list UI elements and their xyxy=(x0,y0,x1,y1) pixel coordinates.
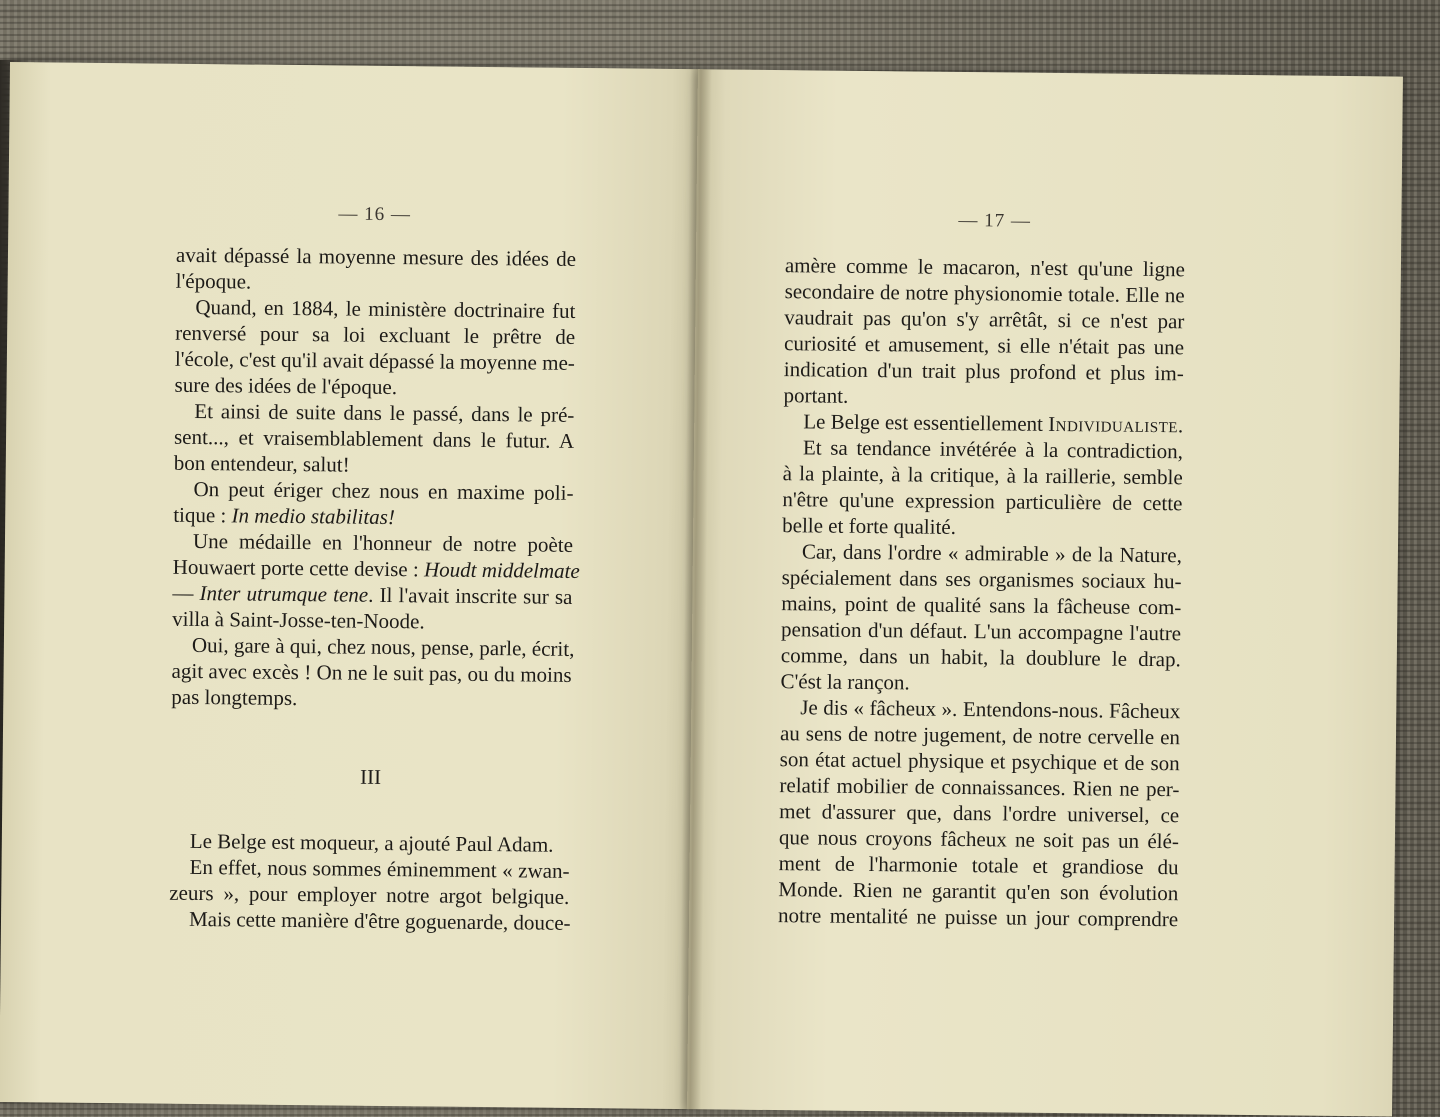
text-line: portant. xyxy=(783,383,849,408)
text-fragment: Le Belge est essentiellement xyxy=(803,409,1044,436)
text-line: curiosité et amusement, si elle n'était pas une xyxy=(783,331,1185,360)
flemish-motto: Houdt middelmate xyxy=(423,557,580,583)
text-line: Car, dans l'ordre « admirable » de la Nature, xyxy=(801,539,1183,568)
text-line: Oui, gare à qui, chez nous, pense, parle, écrit, xyxy=(191,632,575,661)
text-line: Mais cette manière d'être goguenarde, douce- xyxy=(188,906,571,935)
motto-dash: — xyxy=(172,580,194,605)
text-line: On peut ériger chez nous en maxime poli- xyxy=(193,476,574,505)
text-line: indication d'un trait plus profond et plus im- xyxy=(783,357,1184,386)
text-line: bon entendeur, salut! xyxy=(173,450,350,477)
text-line: notre mentalité ne puisse un jour comprendre xyxy=(777,903,1179,932)
text-line: amère comme le macaron, n'est qu'une ligne xyxy=(784,253,1186,282)
text-line: C'ést la rançon. xyxy=(780,669,910,695)
text-line: agit avec excès ! On ne le suit pas, ou du moins xyxy=(171,658,572,687)
text-line: à la plainte, à la critique, à la raillerie, semble xyxy=(782,461,1183,490)
latin-motto: Inter utrumque tene xyxy=(199,581,369,607)
text-line: zeurs », pour employer notre argot belgique. xyxy=(169,880,570,909)
text-line: avait dépassé la moyenne mesure des idées de xyxy=(175,242,577,271)
open-book xyxy=(0,62,1405,1095)
text-line: secondaire de notre physionomie totale. Elle ne xyxy=(784,279,1185,308)
right-page-text xyxy=(778,252,1185,932)
text-line: villa à Saint-Josse-ten-Noode. xyxy=(172,606,425,634)
text-line: au sens de notre jugement, de notre cervelle en xyxy=(779,721,1181,750)
text-fragment: Houwaert porte cette devise : xyxy=(172,554,419,582)
text-line: Quand, en 1884, le ministère doctrinaire fut xyxy=(195,294,576,323)
section-heading: III xyxy=(359,764,382,789)
text-line: pas longtemps. xyxy=(171,684,298,711)
text-line: sure des idées de l'époque. xyxy=(174,372,398,400)
text-line: Le Belge est moqueur, a ajouté Paul Adam. xyxy=(189,828,554,857)
text-line: Et ainsi de suite dans le passé, dans le pré- xyxy=(194,398,575,427)
text-line: mains, point de qualité sans la fâcheuse com- xyxy=(781,591,1182,620)
right-page-number: — 17 — xyxy=(958,209,1031,232)
text-line: renversé pour sa loi excluant le prêtre de xyxy=(175,320,576,349)
text-fragment: tique : xyxy=(173,502,227,528)
text-fragment: . Il l'avait inscrite sur sa xyxy=(368,582,573,609)
left-page-text xyxy=(169,242,580,936)
text-line: belle et forte qualité. xyxy=(782,513,957,539)
text-line: son état actuel physique et psychique et de son xyxy=(779,747,1180,776)
text-line: comme, dans un habit, la doublure le drap. xyxy=(780,643,1181,672)
emphasis-word: Individualiste. xyxy=(1048,411,1184,438)
text-line: Une médaille en l'honneur de notre poète xyxy=(192,528,574,557)
text-line: spécialement dans ses organismes sociaux hu- xyxy=(781,565,1182,594)
text-line: En effet, nous sommes éminemment « zwan- xyxy=(189,854,570,883)
text-line: Et sa tendance invétérée à la contradiction, xyxy=(802,435,1184,464)
text-line: relatif mobilier de connaissances. Rien ne per- xyxy=(779,773,1180,802)
text-line: l'époque. xyxy=(175,268,252,294)
text-line: que nous croyons fâcheux ne soit pas un élé- xyxy=(778,825,1180,854)
latin-maxim: In medio stabilitas! xyxy=(231,503,396,530)
text-line: sent..., et vraisemblablement dans le futur. A xyxy=(173,424,575,453)
text-line: Monde. Rien ne garantit qu'en son évolution xyxy=(778,877,1179,906)
text-line: met d'assurer que, dans l'ordre universel, ce xyxy=(779,799,1180,828)
text-line: vaudrait pas qu'on s'y arrêtât, si ce n'est par xyxy=(784,305,1185,334)
left-page-number: — 16 — xyxy=(338,203,412,226)
text-line: ment de l'harmonie totale et grandiose du xyxy=(778,851,1179,880)
text-line: l'école, c'est qu'il avait dépassé la moyenne me- xyxy=(174,346,576,375)
text-line: Je dis « fâcheux ». Entendons-nous. Fâcheux xyxy=(800,695,1181,724)
text-line: n'être qu'une expression particulière de cette xyxy=(782,487,1183,516)
text-line: pensation d'un défaut. L'un accompagne l'autre xyxy=(780,617,1182,646)
